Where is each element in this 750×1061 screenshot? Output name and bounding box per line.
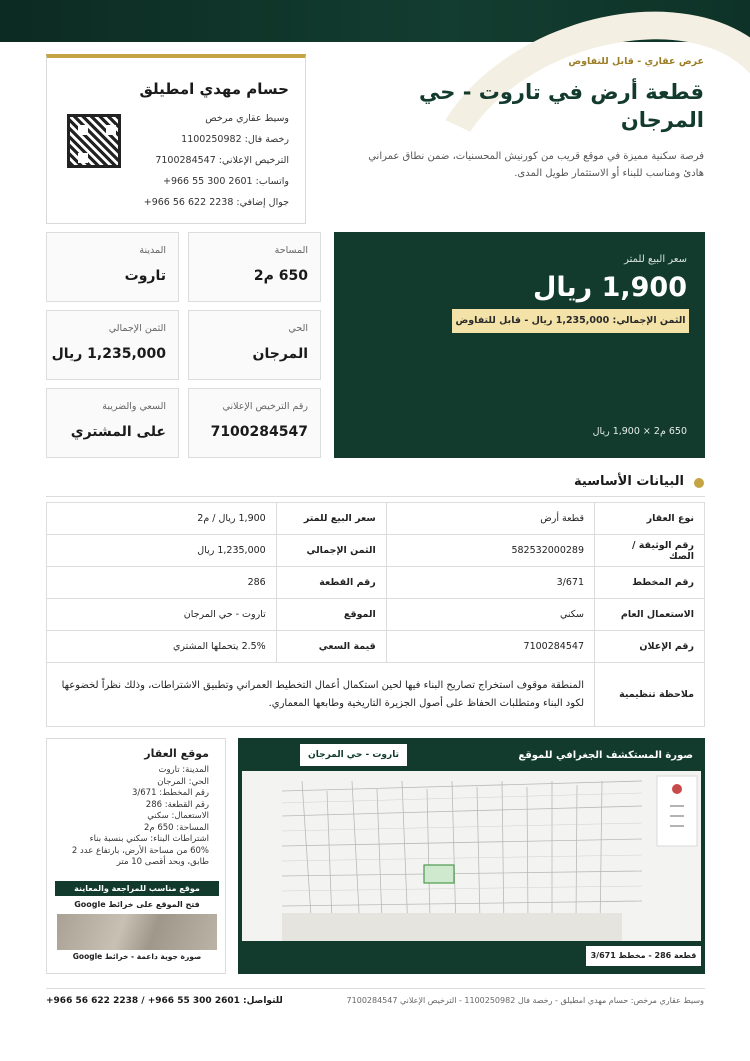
table-value: 1,235,000 ريال	[47, 535, 277, 567]
section-title: البيانات الأساسية	[574, 474, 684, 489]
location-line: اشتراطات البناء: سكني بنسبة بناء	[89, 834, 209, 844]
agent-details	[144, 108, 289, 213]
page-description: فرصة سكنية مميزة في موقع قريب من كورنيش المحسنيات، ضمن نطاق عمراني هادئ ومناسب للبناء أو الاستثمار طويل المدى.	[368, 151, 704, 179]
highlighted-parcel	[424, 865, 454, 883]
footer-legal: وسيط عقاري مرخص: حسام مهدي امطيلق - رخصة فال 1100250982 - الترخيص الإعلاني 7100284547	[346, 996, 704, 1005]
stat-value: تاروت	[124, 268, 166, 284]
location-line: الحي: المرجان	[157, 776, 209, 787]
price-footnote: 650 م2 × 1,900 ريال	[592, 426, 687, 437]
stat-value: 7100284547	[210, 424, 308, 440]
table-value: 582532000289	[386, 535, 594, 567]
total-price-band: الثمن الإجمالي: 1,235,000 ريال - قابل للتفاوض	[452, 309, 689, 333]
location-line: الاستعمال: سكني	[147, 811, 209, 821]
map-title: صورة المستكشف الجغرافي للموقع	[518, 750, 693, 761]
table-value: 286	[47, 567, 277, 599]
stat-label: الثمن الإجمالي	[108, 323, 166, 334]
table-row	[47, 567, 705, 599]
agent-license: رخصة فال: 1100250982	[181, 134, 289, 145]
table-value: قطعة أرض	[386, 503, 594, 535]
table-key: سعر البيع للمتر	[276, 503, 386, 535]
footer-contact[interactable]: للتواصل: 2601 300 55 966+ / 2238 622 56 966+	[46, 996, 283, 1006]
agent-extra-mobile[interactable]: جوال إضافي: 2238 622 56 966+	[143, 197, 289, 208]
table-row-note	[47, 663, 705, 727]
agent-whatsapp[interactable]: واتساب: 2601 300 55 966+	[162, 176, 289, 187]
qr-code-icon[interactable]	[67, 114, 121, 168]
stat-commission	[46, 388, 179, 458]
location-line: طابق، وبحد أقصى 10 متر	[116, 857, 209, 867]
map-location-badge: تاروت - حي المرجان	[300, 744, 407, 766]
section-divider	[46, 496, 705, 497]
stat-value: المرجان	[252, 346, 308, 362]
table-value: 3/671	[386, 567, 594, 599]
price-value: 1,900 ريال	[532, 272, 687, 303]
table-row	[47, 599, 705, 631]
table-value: 1,900 ريال / م2	[47, 503, 277, 535]
aerial-photo-caption: صورة جوية داعمة - خرائط Google	[72, 952, 202, 961]
price-panel	[334, 232, 705, 458]
location-details	[72, 765, 209, 869]
table-key: رقم الوثيقة / الصك	[595, 535, 705, 567]
location-line: رقم القطعة: 286	[145, 799, 209, 810]
stat-label: رقم الترخيص الإعلاني	[222, 401, 308, 412]
aerial-photo[interactable]	[57, 914, 217, 950]
table-key: رقم المخطط	[595, 567, 705, 599]
agent-name: حسام مهدي امطيلق	[139, 80, 289, 98]
table-key: رقم القطعة	[276, 567, 386, 599]
map-parcel-label: قطعة 286 - مخطط 3/671	[586, 946, 701, 966]
stat-ad-license	[188, 388, 321, 458]
location-line: المساحة: 650 م2	[143, 822, 209, 833]
google-maps-link[interactable]: فتح الموقع على خرائط Google	[74, 900, 200, 909]
stat-label: الحي	[288, 323, 308, 334]
stat-label: المساحة	[274, 245, 308, 256]
table-key: الثمن الإجمالي	[276, 535, 386, 567]
table-row	[47, 503, 705, 535]
table-value: 7100284547	[386, 631, 594, 663]
parcel-map-drawing	[242, 771, 701, 941]
offer-tag: عرض عقاري - قابل للتفاوض	[568, 56, 704, 67]
footer-divider	[46, 988, 705, 989]
section-bullet-icon	[694, 478, 704, 488]
location-line: المدينة: تاروت	[158, 765, 209, 775]
location-title: موقع العقار	[144, 747, 209, 760]
agent-ad-license: الترخيص الإعلاني: 7100284547	[155, 155, 289, 166]
stat-city	[46, 232, 179, 302]
stat-value: 650 م2	[253, 268, 308, 284]
table-key: الموقع	[276, 599, 386, 631]
location-line: رقم المخطط: 3/671	[132, 788, 209, 798]
stat-value: 1,235,000 ريال	[51, 346, 166, 362]
table-value: سكني	[386, 599, 594, 631]
parcel-map[interactable]	[242, 771, 701, 941]
geo-explorer-panel	[238, 738, 705, 974]
inspection-button[interactable]: موقع مناسب للمراجعة والمعاينة	[55, 881, 219, 896]
table-key: نوع العقار	[595, 503, 705, 535]
table-key: قيمة السعي	[276, 631, 386, 663]
table-key: الاستعمال العام	[595, 599, 705, 631]
stat-area	[188, 232, 321, 302]
stat-value: على المشتري	[70, 424, 166, 440]
page-title: قطعة أرض في تاروت - حي المرجان	[419, 80, 704, 132]
map-pin-icon	[672, 784, 682, 794]
note-text: المنطقة موقوف استخراج تصاريح البناء فيها لحين استكمال أعمال التخطيط العمراني وتطبيق الاشتراطات، وذلك نظراً لخضوعها لكود البناء ومتطلبات الحفاظ على أصول الجزيرة التاريخية وطابعها المعماري.	[47, 663, 595, 727]
price-label: سعر البيع للمتر	[624, 254, 687, 265]
location-card	[46, 738, 226, 974]
agent-role: وسيط عقاري مرخص	[205, 113, 289, 124]
table-value: 2.5% يتحملها المشتري	[47, 631, 277, 663]
note-label: ملاحظة تنظيمية	[595, 663, 705, 727]
basics-table	[46, 502, 705, 727]
table-row	[47, 631, 705, 663]
table-value: تاروت - حي المرجان	[47, 599, 277, 631]
stat-district	[188, 310, 321, 380]
table-key: رقم الإعلان	[595, 631, 705, 663]
stat-label: المدينة	[139, 245, 166, 256]
stat-total-price	[46, 310, 179, 380]
table-row	[47, 535, 705, 567]
agent-card	[46, 54, 306, 224]
stat-label: السعي والضريبة	[102, 401, 166, 412]
location-line: 60% من مساحة الأرض، بارتفاع عدد 2	[71, 845, 209, 856]
